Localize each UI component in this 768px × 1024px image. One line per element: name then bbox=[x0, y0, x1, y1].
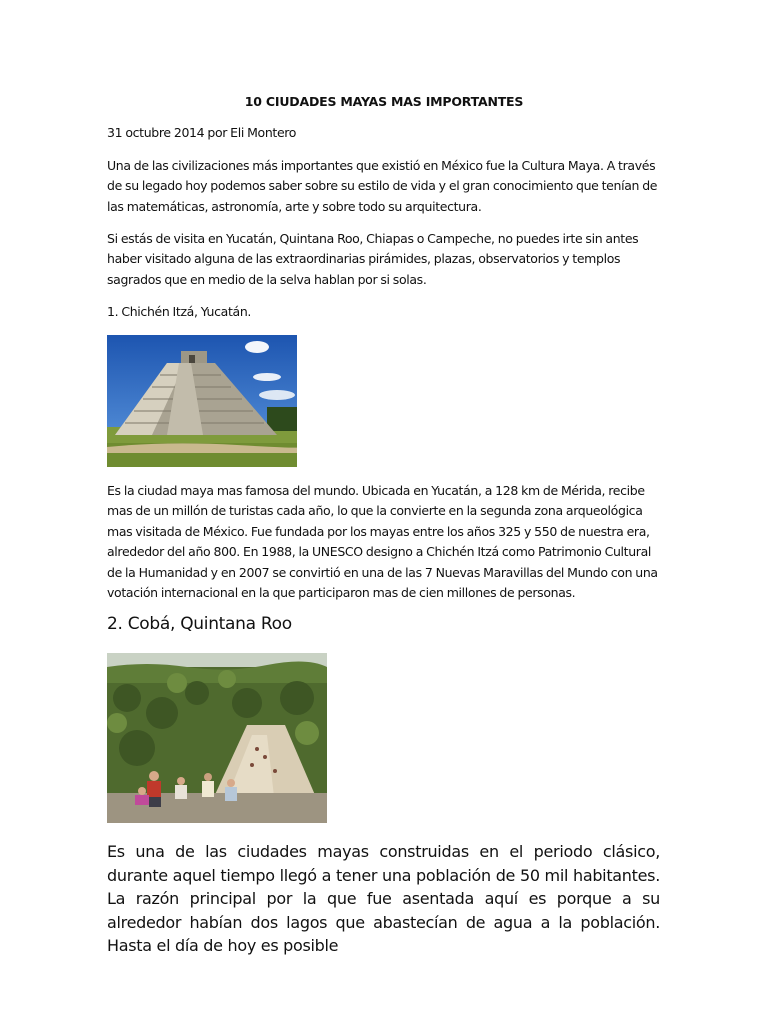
section-2-paragraph: Es una de las ciudades mayas construidas en el periodo clásico, durante aquel tiempo llegó a tener una población de 50 mil habitantes. La razón principal por la que fue asentada aquí es porque a su alrededor habían dos lagos que abastecían de agua a la población. Hasta el día de hoy es posible bbox=[107, 842, 660, 956]
chichen-itza-photo bbox=[107, 335, 297, 467]
coba-photo bbox=[107, 653, 327, 823]
byline: 31 octubre 2014 por Eli Montero bbox=[107, 125, 297, 140]
pyramid-photo-icon bbox=[107, 335, 297, 467]
jungle-pyramid-climbers-photo-icon bbox=[107, 653, 327, 823]
section-1-paragraph: Es la ciudad maya mas famosa del mundo. Ubicada en Yucatán, a 128 km de Mérida, recibe mas de un millón de turistas cada año, lo que la convierte en la segunda zona arqueológica mas visitada de México. Fue fundada por los mayas entre los años 325 y 550 de nuestra era, alrededor del año 800. En 1988, la UNESCO designo a Chichén Itzá como Patrimonio Cultural de la Humanidad y en 2007 se convirtió en una de las 7 Nuevas Maravillas del Mundo con una votación internacional en la que participaron mas de cien millones de personas. bbox=[107, 483, 658, 601]
section-1-heading: 1. Chichén Itzá, Yucatán. bbox=[107, 304, 252, 319]
section-2-heading: 2. Cobá, Quintana Roo bbox=[107, 614, 292, 634]
document-title: 10 CIUDADES MAYAS MAS IMPORTANTES bbox=[244, 94, 524, 109]
intro-paragraph-2: Si estás de visita en Yucatán, Quintana Roo, Chiapas o Campeche, no puedes irte sin antes haber visitado alguna de las extraordinarias pirámides, plazas, observatorios y templos sagrados que en medio de la selva hablan por si solas. bbox=[107, 231, 639, 287]
intro-paragraph-1: Una de las civilizaciones más importantes que existió en México fue la Cultura Maya. A través de su legado hoy podemos saber sobre su estilo de vida y el gran conocimiento que tenían de las matemáticas, astronomía, arte y sobre todo su arquitectura. bbox=[107, 158, 658, 214]
